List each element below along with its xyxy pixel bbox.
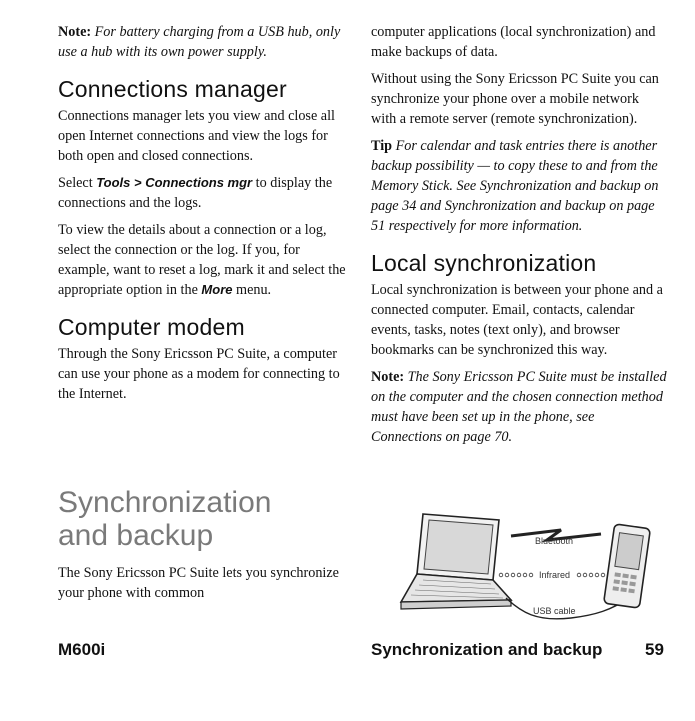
usb-label: USB cable bbox=[533, 606, 576, 616]
connection-illustration bbox=[371, 510, 671, 628]
right-column bbox=[371, 22, 667, 454]
note-label: Note: bbox=[371, 369, 405, 385]
battery-note bbox=[58, 22, 354, 62]
select-paragraph bbox=[58, 173, 354, 213]
note-text: For battery charging from a USB hub, only use a hub with its own power supply. bbox=[58, 24, 341, 60]
details-prefix: To view the details about a connection or a log, select the connection or the log. If you, for example, want to reset a log, mark it and select the appropriate option in the bbox=[58, 222, 346, 298]
footer-model: M600i bbox=[58, 640, 106, 659]
select-prefix: Select bbox=[58, 175, 93, 191]
note-text: The Sony Ericsson PC Suite must be installed on the computer and the chosen connection method must have been set up in the phone, see Connections on page 70. bbox=[371, 369, 667, 445]
bluetooth-label: Bluetooth bbox=[535, 536, 574, 546]
chapter-intro: The Sony Ericsson PC Suite lets you synchronize your phone with common bbox=[58, 565, 339, 601]
remote-paragraph: Without using the Sony Ericsson PC Suite you can synchronize your phone over a mobile network with a remote server (remote synchronization). bbox=[371, 71, 659, 127]
connections-heading: Connections manager bbox=[58, 76, 287, 102]
menu-more: More bbox=[201, 282, 233, 297]
laptop-icon bbox=[401, 514, 511, 609]
note-label: Note: bbox=[58, 24, 92, 40]
phone-icon bbox=[604, 524, 651, 608]
left-column bbox=[58, 22, 354, 411]
chapter-title-line1: Synchronization bbox=[58, 486, 272, 519]
chapter-title bbox=[58, 486, 358, 552]
modem-paragraph: Through the Sony Ericsson PC Suite, a computer can use your phone as a modem for connecting to the Internet. bbox=[58, 346, 340, 402]
tip bbox=[371, 136, 667, 236]
modem-heading: Computer modem bbox=[58, 314, 245, 340]
chapter-title-line2: and backup bbox=[58, 519, 214, 552]
select-suffix: to display the connections and the logs. bbox=[58, 175, 333, 211]
infrared-label: Infrared bbox=[539, 570, 571, 580]
pc-suite-note bbox=[371, 367, 667, 447]
local-sync-heading: Local synchronization bbox=[371, 250, 597, 276]
tip-label: Tip bbox=[371, 138, 393, 154]
details-suffix: menu. bbox=[236, 282, 272, 298]
footer-section: Synchronization and backup bbox=[371, 640, 603, 659]
menu-path-tools: Tools > Connections mgr bbox=[96, 175, 253, 190]
tip-text: For calendar and task entries there is another backup possibility — to copy these to and from the Memory Stick. See Synchronization and backup on page 34 and Synchronization and backup on page 51 respectively for more information. bbox=[371, 138, 659, 234]
connections-paragraph: Connections manager lets you view and close all open Internet connections and view the logs for both open and closed connections. bbox=[58, 108, 335, 164]
continued-paragraph: computer applications (local synchronization) and make backups of data. bbox=[371, 24, 656, 60]
details-paragraph bbox=[58, 220, 354, 300]
page-number: 59 bbox=[645, 640, 664, 659]
local-sync-paragraph: Local synchronization is between your phone and a connected computer. Email, contacts, calendar events, tasks, notes (text only), and browser bookmarks can be synchronized this way. bbox=[371, 282, 663, 358]
